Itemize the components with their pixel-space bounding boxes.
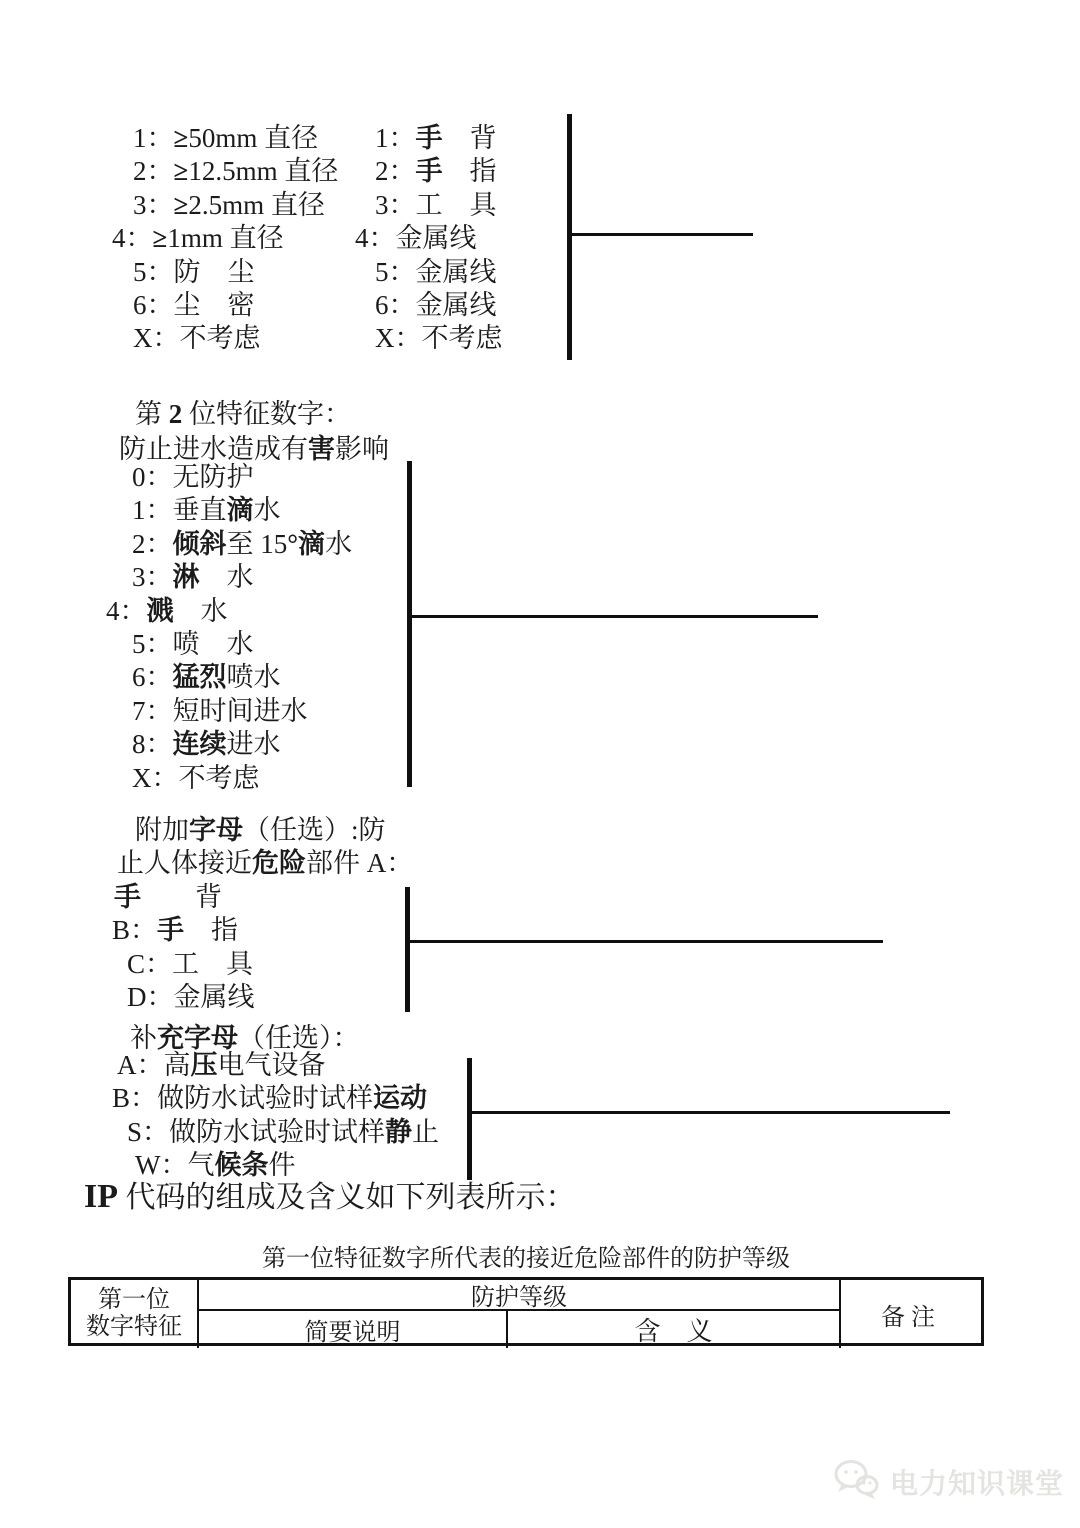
text-line: 手 背: [114, 881, 222, 912]
connector-vertical-line-2: [407, 461, 412, 787]
list-item: 5：金属线: [375, 256, 497, 287]
table-caption: 第一位特征数字所代表的接近危险部件的防护等级: [262, 1246, 790, 1272]
list-item: 2：手 指: [375, 156, 497, 187]
table-header-brief-description: 简要说明: [199, 1311, 508, 1348]
watermark: [832, 1458, 1064, 1505]
connector-vertical-line-1: [567, 114, 572, 360]
list-item: B：做防水试验时试样运动: [112, 1083, 428, 1114]
table-header-meaning: 含 义: [508, 1311, 841, 1348]
list-item: 1：垂直滴水: [132, 495, 281, 526]
connector-horizontal-line-4: [469, 1111, 950, 1114]
list-item: 1：手 背: [375, 123, 497, 153]
list-item: 4：金属线: [355, 223, 477, 254]
additional-letter-section: [112, 814, 413, 1014]
table-header-notes: 备注: [881, 1304, 941, 1331]
list-item: 4：溅 水: [106, 595, 228, 626]
table-header-first-digit-line2: 数字特征: [86, 1314, 182, 1340]
supplementary-letter-heading: 补充字母（任选）：: [130, 1023, 360, 1053]
text-line: 止人体接近危险部件 A：: [117, 848, 414, 879]
connector-horizontal-line-1: [569, 233, 753, 236]
ip-code-statement: [84, 1172, 576, 1216]
list-item: S：做防水试验时试样静止: [127, 1116, 440, 1147]
table-header-protection-level: 防护等级: [199, 1280, 841, 1311]
list-item: 2：倾斜至 15°滴水: [132, 528, 353, 559]
table-header-first-digit: [71, 1280, 199, 1348]
text-line: B：手 指: [112, 915, 239, 946]
text-line: 附加字母（任选）:防: [135, 815, 386, 845]
list-item: A：高压电气设备: [117, 1050, 326, 1080]
list-item: X：不考虑: [132, 762, 260, 793]
list-item: 0：无防护: [132, 462, 254, 492]
table-header-first-digit-line1: 第一位: [98, 1287, 170, 1313]
list-item: 3：≥2.5mm 直径: [133, 189, 325, 220]
list-item: 1：≥50mm 直径: [133, 123, 319, 153]
connector-vertical-line-3: [405, 887, 410, 1012]
connector-vertical-line-4: [467, 1058, 472, 1180]
connector-horizontal-line-2: [409, 615, 818, 618]
list-item: W：气候条件: [135, 1150, 296, 1181]
list-item: 6：金属线: [375, 289, 497, 320]
list-item: 4：≥1mm 直径: [112, 223, 284, 254]
list-item: 6：尘 密: [133, 289, 255, 320]
text-line: D：金属线: [127, 981, 255, 1012]
list-item: 2：≥12.5mm 直径: [133, 156, 339, 187]
second-digit-subheading: 防止进水造成有害影响: [119, 434, 389, 464]
list-item: 6：猛烈喷水: [132, 662, 281, 693]
watermark-brand-text: 电力知识课堂: [890, 1467, 1065, 1499]
connector-horizontal-line-3: [407, 940, 883, 943]
second-digit-heading: 第 2 位特征数字：: [135, 399, 351, 429]
protection-level-table: [68, 1277, 984, 1346]
list-item: 3：工 具: [375, 189, 497, 220]
ip-code-text: 代码的组成及含义如下列表所示：: [118, 1181, 576, 1214]
first-digit-left-list: [112, 122, 339, 356]
list-item: 3：淋 水: [132, 562, 254, 593]
list-item: 5：防 尘: [133, 256, 255, 287]
list-item: X：不考虑: [375, 323, 503, 354]
list-item: X：不考虑: [133, 323, 261, 354]
first-digit-right-list: [355, 122, 503, 356]
supplementary-letter-list: [112, 1049, 439, 1183]
list-item: 7：短时间进水: [132, 695, 308, 726]
text-line: C：工 具: [127, 948, 254, 979]
ip-code-prefix: IP: [84, 1178, 118, 1215]
wechat-icon: [832, 1458, 880, 1505]
list-item: 8：连续进水: [132, 729, 281, 760]
second-digit-list: [106, 461, 353, 795]
list-item: 5：喷 水: [132, 628, 254, 659]
